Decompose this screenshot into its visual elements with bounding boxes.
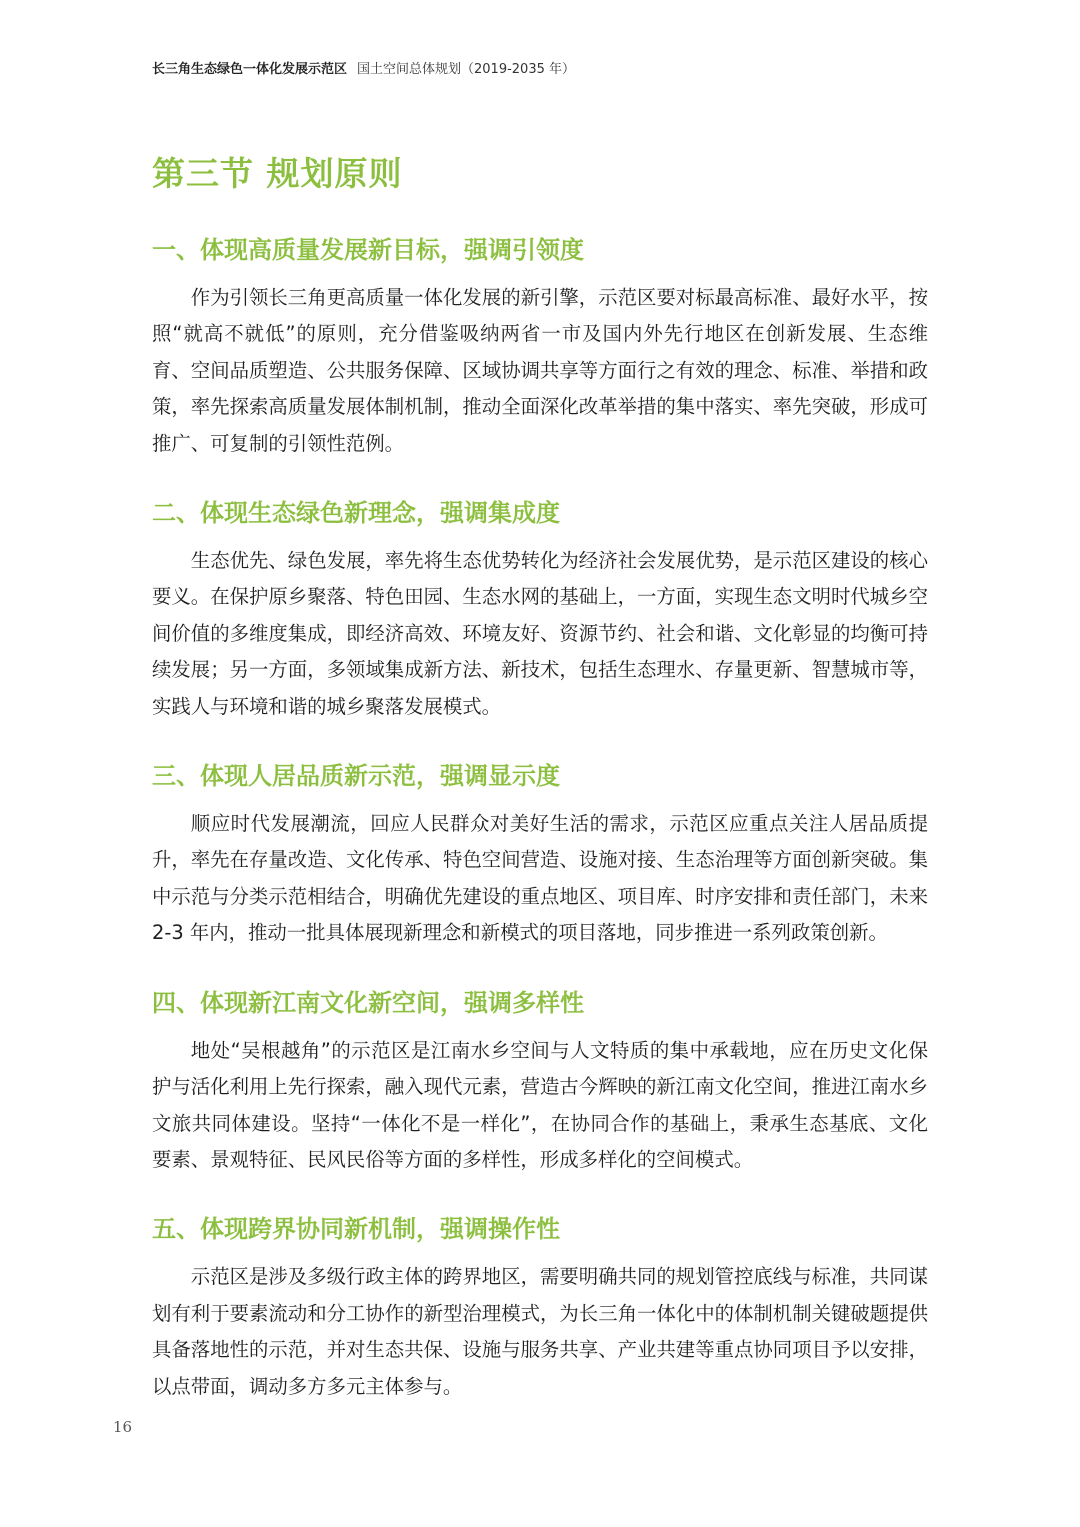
subsection-body-5: 示范区是涉及多级行政主体的跨界地区，需要明确共同的规划管控底线与标准，共同谋划有利于要素流动和分工协作的新型治理模式，为长三角一体化中的体制机制关键破题提供具备落地性的示范，并对生态共保、设施与服务共享、产业共建等重点协同项目予以安排，以点带面，调动多方多元主体参与。 (152, 1265, 928, 1398)
section-title: 第三节 规划原则 (152, 154, 403, 193)
subsection-title-3: 三、体现人居品质新示范，强调显示度 (152, 762, 560, 791)
subsection-body-2: 生态优先、绿色发展，率先将生态优势转化为经济社会发展优势，是示范区建设的核心要义。在保护原乡聚落、特色田园、生态水网的基础上，一方面，实现生态文明时代城乡空间价值的多维度集成，即经济高效、环境友好、资源节约、社会和谐、文化彰显的均衡可持续发展；另一方面，多领域集成新方法、新技术，包括生态理水、存量更新、智慧城市等，实践人与环境和谐的城乡聚落发展模式。 (152, 549, 928, 718)
section-gap (152, 1178, 928, 1209)
subsection-body-1: 作为引领长三角更高质量一体化发展的新引擎，示范区要对标最高标准、最好水平，按照“就高不就低”的原则，充分借鉴吸纳两省一市及国内外先行地区在创新发展、生态维育、空间品质塑造、公共服务保障、区域协调共享等方面行之有效的理念、标准、举措和政策，率先探索高质量发展体制机制，推动全面深化改革举措的集中落实、率先突破，形成可推广、可复制的引领性范例。 (152, 286, 928, 455)
subsection-body-3: 顺应时代发展潮流，回应人民群众对美好生活的需求，示范区应重点关注人居品质提升，率先在存量改造、文化传承、特色空间营造、设施对接、生态治理等方面创新突破。集中示范与分类示范相结合，明确优先建设的重点地区、项目库、时序安排和责任部门，未来 2-3 年内，推动一批具体展现新理念和新模式的项目落地，同步推进一系列政策创新。 (152, 812, 928, 945)
content (152, 230, 928, 1405)
subsection-1 (152, 230, 928, 462)
subsection-title-4: 四、体现新江南文化新空间，强调多样性 (152, 988, 584, 1017)
subsection-5 (152, 1209, 928, 1405)
running-header (152, 58, 575, 77)
subsection-3 (152, 756, 928, 952)
subsection-4 (152, 983, 928, 1179)
running-header-rest: 国土空间总体规划（2019-2035 年） (357, 62, 576, 77)
section-gap (152, 462, 928, 493)
section-gap (152, 725, 928, 756)
running-header-strong: 长三角生态绿色一体化发展示范区 (152, 62, 348, 77)
page-number: 16 (113, 1418, 133, 1436)
section-gap (152, 952, 928, 983)
subsection-body-4: 地处“吴根越角”的示范区是江南水乡空间与人文特质的集中承载地，应在历史文化保护与活化利用上先行探索，融入现代元素，营造古今辉映的新江南文化空间，推进江南水乡文旅共同体建设。坚持“一体化不是一样化”，在协同合作的基础上，秉承生态基底、文化要素、景观特征、民风民俗等方面的多样性，形成多样化的空间模式。 (152, 1038, 928, 1171)
subsection-2 (152, 493, 928, 725)
subsection-title-5: 五、体现跨界协同新机制，强调操作性 (152, 1215, 560, 1244)
subsection-title-1: 一、体现高质量发展新目标，强调引领度 (152, 236, 584, 264)
subsection-title-2: 二、体现生态绿色新理念，强调集成度 (152, 499, 560, 528)
